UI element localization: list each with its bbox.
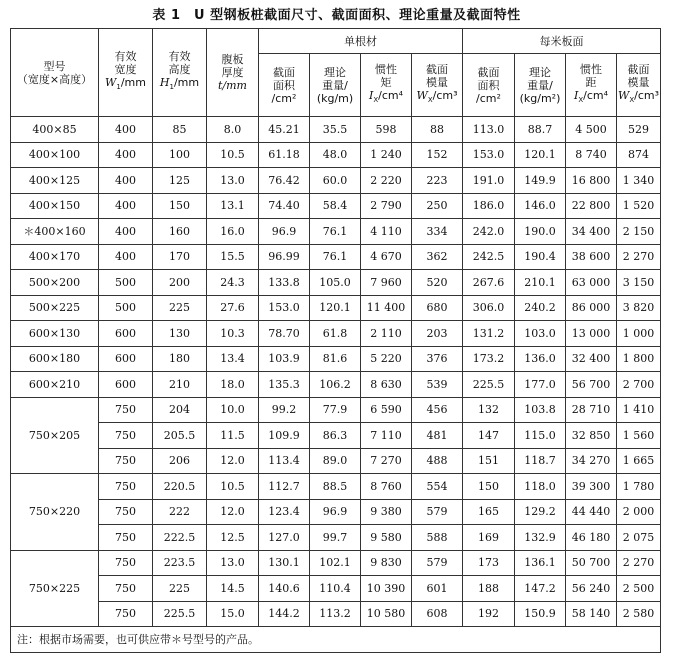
value-cell: 874: [617, 142, 661, 168]
value-cell: 12.0: [207, 448, 259, 474]
value-cell: 96.9: [259, 219, 310, 245]
model-cell: 600×210: [11, 372, 99, 398]
value-cell: 120.1: [310, 295, 361, 321]
value-cell: 10 580: [361, 601, 412, 627]
value-cell: 3 820: [617, 295, 661, 321]
value-cell: 750: [99, 550, 153, 576]
value-cell: 45.21: [259, 117, 310, 143]
value-cell: 160: [153, 219, 207, 245]
value-cell: 222.5: [153, 525, 207, 551]
value-cell: 112.7: [259, 474, 310, 500]
table-row: [11, 168, 661, 194]
value-cell: 579: [412, 550, 463, 576]
value-cell: 500: [99, 295, 153, 321]
model-cell: 400×125: [11, 168, 99, 194]
value-cell: 165: [463, 499, 515, 525]
value-cell: 1 410: [617, 397, 661, 423]
header-area-meter: 截面 面积 /cm²: [463, 54, 515, 117]
value-cell: 362: [412, 244, 463, 270]
model-cell: 750×225: [11, 550, 99, 627]
value-cell: 15.0: [207, 601, 259, 627]
header-weight-meter: 理论 重量/ (kg/m²): [515, 54, 566, 117]
value-cell: 58.4: [310, 193, 361, 219]
value-cell: 58 140: [566, 601, 617, 627]
value-cell: 180: [153, 346, 207, 372]
value-cell: 123.4: [259, 499, 310, 525]
value-cell: 113.4: [259, 448, 310, 474]
value-cell: 225.5: [463, 372, 515, 398]
value-cell: 11.5: [207, 423, 259, 449]
value-cell: 129.2: [515, 499, 566, 525]
value-cell: 100: [153, 142, 207, 168]
value-cell: 147: [463, 423, 515, 449]
value-cell: 8 630: [361, 372, 412, 398]
value-cell: 173.2: [463, 346, 515, 372]
value-cell: 103.9: [259, 346, 310, 372]
value-cell: 63 000: [566, 270, 617, 296]
header-single: 单根材: [259, 29, 463, 54]
value-cell: 750: [99, 448, 153, 474]
value-cell: 1 560: [617, 423, 661, 449]
value-cell: 1 780: [617, 474, 661, 500]
value-cell: 103.8: [515, 397, 566, 423]
value-cell: 38 600: [566, 244, 617, 270]
value-cell: 600: [99, 372, 153, 398]
model-cell: 400×150: [11, 193, 99, 219]
value-cell: 150: [153, 193, 207, 219]
value-cell: 86.3: [310, 423, 361, 449]
value-cell: 44 440: [566, 499, 617, 525]
value-cell: 22 800: [566, 193, 617, 219]
value-cell: 267.6: [463, 270, 515, 296]
value-cell: 601: [412, 576, 463, 602]
value-cell: 96.99: [259, 244, 310, 270]
value-cell: 85: [153, 117, 207, 143]
header-weight: 理论 重量/ (kg/m): [310, 54, 361, 117]
value-cell: 9 580: [361, 525, 412, 551]
value-cell: 103.0: [515, 321, 566, 347]
value-cell: 32 400: [566, 346, 617, 372]
value-cell: 50 700: [566, 550, 617, 576]
value-cell: 96.9: [310, 499, 361, 525]
value-cell: 203: [412, 321, 463, 347]
value-cell: 400: [99, 193, 153, 219]
value-cell: 118.0: [515, 474, 566, 500]
value-cell: 99.2: [259, 397, 310, 423]
value-cell: 7 110: [361, 423, 412, 449]
value-cell: 206: [153, 448, 207, 474]
value-cell: 200: [153, 270, 207, 296]
value-cell: 132.9: [515, 525, 566, 551]
value-cell: 210: [153, 372, 207, 398]
value-cell: 15.5: [207, 244, 259, 270]
value-cell: 3 150: [617, 270, 661, 296]
value-cell: 39 300: [566, 474, 617, 500]
value-cell: 4 670: [361, 244, 412, 270]
value-cell: 1 665: [617, 448, 661, 474]
value-cell: 240.2: [515, 295, 566, 321]
table-row: [11, 397, 661, 423]
value-cell: 400: [99, 219, 153, 245]
value-cell: 88.7: [515, 117, 566, 143]
value-cell: 74.40: [259, 193, 310, 219]
value-cell: 35.5: [310, 117, 361, 143]
model-cell: 400×170: [11, 244, 99, 270]
value-cell: 225: [153, 576, 207, 602]
value-cell: 190.4: [515, 244, 566, 270]
value-cell: 99.7: [310, 525, 361, 551]
table-row: [11, 193, 661, 219]
value-cell: 8 760: [361, 474, 412, 500]
value-cell: 334: [412, 219, 463, 245]
value-cell: 118.7: [515, 448, 566, 474]
value-cell: 13.0: [207, 550, 259, 576]
model-cell: 750×205: [11, 397, 99, 474]
value-cell: 7 270: [361, 448, 412, 474]
value-cell: 140.6: [259, 576, 310, 602]
value-cell: 77.9: [310, 397, 361, 423]
value-cell: 400: [99, 142, 153, 168]
table-row: [11, 219, 661, 245]
value-cell: 7 960: [361, 270, 412, 296]
value-cell: 2 500: [617, 576, 661, 602]
value-cell: 400: [99, 117, 153, 143]
value-cell: 205.5: [153, 423, 207, 449]
value-cell: 598: [361, 117, 412, 143]
value-cell: 125: [153, 168, 207, 194]
header-height: 有效 高度 $H_1/mm$: [153, 29, 207, 117]
value-cell: 136.0: [515, 346, 566, 372]
value-cell: 13 000: [566, 321, 617, 347]
value-cell: 10 390: [361, 576, 412, 602]
value-cell: 500: [99, 270, 153, 296]
value-cell: 153.0: [259, 295, 310, 321]
value-cell: 529: [617, 117, 661, 143]
value-cell: 579: [412, 499, 463, 525]
table-row: [11, 525, 661, 551]
value-cell: 191.0: [463, 168, 515, 194]
model-cell: 400×85: [11, 117, 99, 143]
table-row: [11, 244, 661, 270]
value-cell: 102.1: [310, 550, 361, 576]
value-cell: 2 000: [617, 499, 661, 525]
value-cell: 48.0: [310, 142, 361, 168]
value-cell: 4 110: [361, 219, 412, 245]
value-cell: 2 075: [617, 525, 661, 551]
value-cell: 28 710: [566, 397, 617, 423]
value-cell: 456: [412, 397, 463, 423]
table-row: [11, 423, 661, 449]
value-cell: 153.0: [463, 142, 515, 168]
value-cell: 115.0: [515, 423, 566, 449]
value-cell: 2 790: [361, 193, 412, 219]
value-cell: 18.0: [207, 372, 259, 398]
value-cell: 130: [153, 321, 207, 347]
value-cell: 608: [412, 601, 463, 627]
value-cell: 14.5: [207, 576, 259, 602]
value-cell: 147.2: [515, 576, 566, 602]
value-cell: 16.0: [207, 219, 259, 245]
value-cell: 177.0: [515, 372, 566, 398]
value-cell: 127.0: [259, 525, 310, 551]
value-cell: 113.0: [463, 117, 515, 143]
value-cell: 89.0: [310, 448, 361, 474]
value-cell: 2 220: [361, 168, 412, 194]
value-cell: 88.5: [310, 474, 361, 500]
value-cell: 135.3: [259, 372, 310, 398]
value-cell: 61.18: [259, 142, 310, 168]
value-cell: 242.5: [463, 244, 515, 270]
model-cell: ＊400×160: [11, 219, 99, 245]
value-cell: 5 220: [361, 346, 412, 372]
value-cell: 4 500: [566, 117, 617, 143]
value-cell: 2 150: [617, 219, 661, 245]
value-cell: 27.6: [207, 295, 259, 321]
header-width: 有效 宽度 $W_1/mm$: [99, 29, 153, 117]
header-per-meter: 每米板面: [463, 29, 661, 54]
model-cell: 500×225: [11, 295, 99, 321]
value-cell: 680: [412, 295, 463, 321]
value-cell: 188: [463, 576, 515, 602]
table-row: [11, 321, 661, 347]
value-cell: 222: [153, 499, 207, 525]
table-row: [11, 270, 661, 296]
value-cell: 2 270: [617, 244, 661, 270]
value-cell: 146.0: [515, 193, 566, 219]
value-cell: 34 400: [566, 219, 617, 245]
value-cell: 400: [99, 168, 153, 194]
model-cell: 600×180: [11, 346, 99, 372]
value-cell: 539: [412, 372, 463, 398]
value-cell: 750: [99, 576, 153, 602]
value-cell: 10.3: [207, 321, 259, 347]
model-cell: 600×130: [11, 321, 99, 347]
value-cell: 169: [463, 525, 515, 551]
value-cell: 150: [463, 474, 515, 500]
value-cell: 16 800: [566, 168, 617, 194]
value-cell: 204: [153, 397, 207, 423]
value-cell: 588: [412, 525, 463, 551]
value-cell: 56 240: [566, 576, 617, 602]
value-cell: 750: [99, 499, 153, 525]
value-cell: 133.8: [259, 270, 310, 296]
value-cell: 12.5: [207, 525, 259, 551]
value-cell: 750: [99, 423, 153, 449]
value-cell: 150.9: [515, 601, 566, 627]
value-cell: 86 000: [566, 295, 617, 321]
value-cell: 9 830: [361, 550, 412, 576]
value-cell: 105.0: [310, 270, 361, 296]
value-cell: 190.0: [515, 219, 566, 245]
value-cell: 12.0: [207, 499, 259, 525]
table-row: [11, 550, 661, 576]
value-cell: 8.0: [207, 117, 259, 143]
value-cell: 1 240: [361, 142, 412, 168]
header-web-thickness: 腹板 厚度 t/mm: [207, 29, 259, 117]
value-cell: 76.1: [310, 219, 361, 245]
value-cell: 110.4: [310, 576, 361, 602]
value-cell: 32 850: [566, 423, 617, 449]
value-cell: 1 340: [617, 168, 661, 194]
table-note: 注：根据市场需要，也可供应带＊号型号的产品。: [11, 627, 661, 653]
value-cell: 600: [99, 321, 153, 347]
table-row: [11, 372, 661, 398]
value-cell: 106.2: [310, 372, 361, 398]
value-cell: 130.1: [259, 550, 310, 576]
model-cell: 400×100: [11, 142, 99, 168]
table-row: [11, 499, 661, 525]
note-row: [11, 627, 661, 653]
table-row: [11, 295, 661, 321]
value-cell: 1 000: [617, 321, 661, 347]
value-cell: 2 700: [617, 372, 661, 398]
value-cell: 306.0: [463, 295, 515, 321]
table-row: [11, 117, 661, 143]
header-inertia: 惯性 矩 $I_X$/cm⁴: [361, 54, 412, 117]
value-cell: 750: [99, 474, 153, 500]
value-cell: 750: [99, 601, 153, 627]
value-cell: 9 380: [361, 499, 412, 525]
value-cell: 376: [412, 346, 463, 372]
value-cell: 2 580: [617, 601, 661, 627]
value-cell: 223.5: [153, 550, 207, 576]
header-area: 截面 面积 /cm²: [259, 54, 310, 117]
value-cell: 46 180: [566, 525, 617, 551]
value-cell: 60.0: [310, 168, 361, 194]
value-cell: 6 590: [361, 397, 412, 423]
value-cell: 220.5: [153, 474, 207, 500]
header-model: 型号 （宽度×高度）: [11, 29, 99, 117]
value-cell: 76.1: [310, 244, 361, 270]
value-cell: 520: [412, 270, 463, 296]
value-cell: 210.1: [515, 270, 566, 296]
value-cell: 250: [412, 193, 463, 219]
value-cell: 109.9: [259, 423, 310, 449]
value-cell: 34 270: [566, 448, 617, 474]
value-cell: 186.0: [463, 193, 515, 219]
value-cell: 76.42: [259, 168, 310, 194]
value-cell: 225.5: [153, 601, 207, 627]
value-cell: 488: [412, 448, 463, 474]
header-inertia-meter: 惯性 距 $I_X$/cm⁴: [566, 54, 617, 117]
value-cell: 61.8: [310, 321, 361, 347]
value-cell: 11 400: [361, 295, 412, 321]
header-modulus: 截面 模量 $W_X$/cm³: [412, 54, 463, 117]
value-cell: 13.4: [207, 346, 259, 372]
value-cell: 8 740: [566, 142, 617, 168]
value-cell: 225: [153, 295, 207, 321]
value-cell: 600: [99, 346, 153, 372]
table-row: [11, 474, 661, 500]
value-cell: 120.1: [515, 142, 566, 168]
value-cell: 113.2: [310, 601, 361, 627]
value-cell: 242.0: [463, 219, 515, 245]
table-row: [11, 142, 661, 168]
value-cell: 13.0: [207, 168, 259, 194]
value-cell: 481: [412, 423, 463, 449]
table-row: [11, 576, 661, 602]
value-cell: 10.5: [207, 474, 259, 500]
value-cell: 170: [153, 244, 207, 270]
table-row: [11, 601, 661, 627]
table-row: [11, 448, 661, 474]
value-cell: 144.2: [259, 601, 310, 627]
value-cell: 149.9: [515, 168, 566, 194]
table-row: [11, 346, 661, 372]
value-cell: 192: [463, 601, 515, 627]
value-cell: 750: [99, 397, 153, 423]
value-cell: 132: [463, 397, 515, 423]
value-cell: 151: [463, 448, 515, 474]
value-cell: 78.70: [259, 321, 310, 347]
value-cell: 136.1: [515, 550, 566, 576]
value-cell: 223: [412, 168, 463, 194]
model-cell: 500×200: [11, 270, 99, 296]
header-modulus-meter: 截面 模量 $W_X$/cm³: [617, 54, 661, 117]
value-cell: 24.3: [207, 270, 259, 296]
value-cell: 2 270: [617, 550, 661, 576]
value-cell: 56 700: [566, 372, 617, 398]
value-cell: 13.1: [207, 193, 259, 219]
value-cell: 554: [412, 474, 463, 500]
value-cell: 88: [412, 117, 463, 143]
value-cell: 2 110: [361, 321, 412, 347]
value-cell: 173: [463, 550, 515, 576]
value-cell: 1 800: [617, 346, 661, 372]
value-cell: 1 520: [617, 193, 661, 219]
value-cell: 131.2: [463, 321, 515, 347]
value-cell: 152: [412, 142, 463, 168]
model-cell: 750×220: [11, 474, 99, 551]
value-cell: 81.6: [310, 346, 361, 372]
steel-sheet-pile-table: [10, 28, 661, 653]
value-cell: 400: [99, 244, 153, 270]
table-title: 表 1 U 型钢板桩截面尺寸、截面面积、理论重量及截面特性: [152, 8, 521, 23]
value-cell: 750: [99, 525, 153, 551]
value-cell: 10.5: [207, 142, 259, 168]
value-cell: 10.0: [207, 397, 259, 423]
